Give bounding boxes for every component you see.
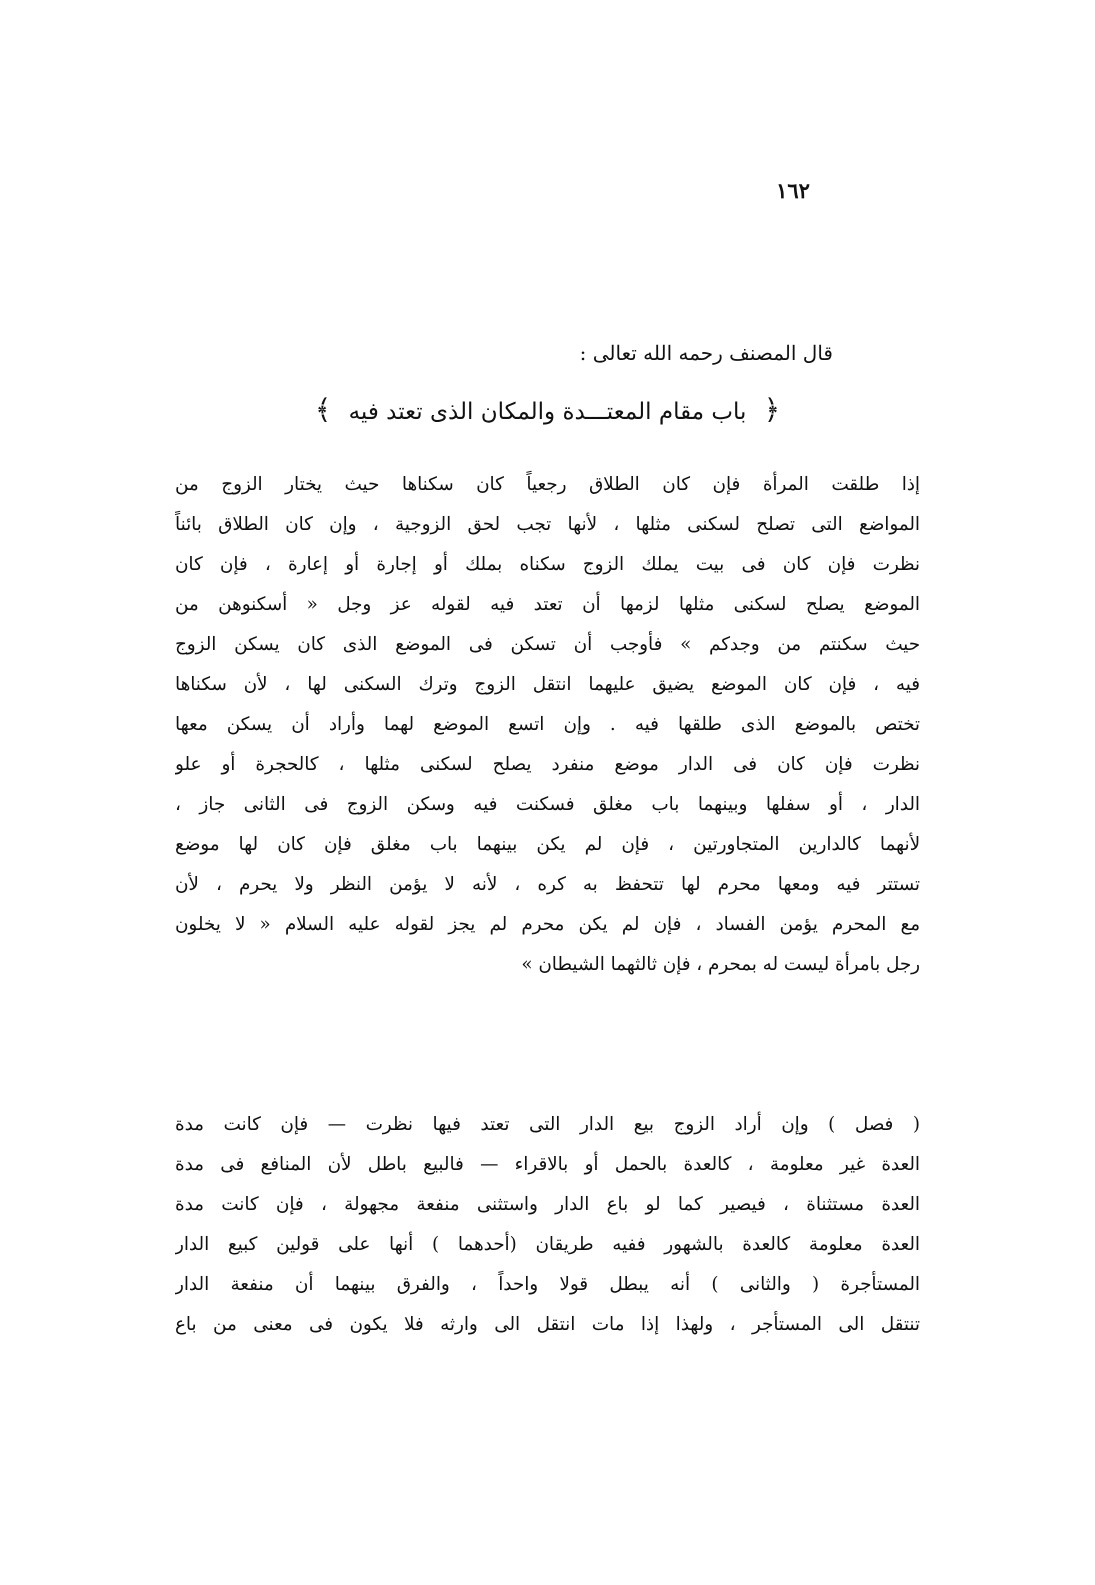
text-line: نظرت فإن كان فى الدار موضع منفرد يصلح لسكنى مثلها ، كالحجرة أو علو <box>175 754 920 775</box>
text-line: لأنهما كالدارين المتجاورتين ، فإن لم يكن بينهما باب مغلق فإن كان لها موضع <box>175 834 920 855</box>
text-line: رجل بامرأة ليست له بمحرم ، فإن ثالثهما الشيطان » <box>521 954 920 975</box>
text-line: المواضع التى تصلح لسكنى مثلها ، لأنها تجب لحق الزوجية ، وإن كان الطلاق بائناً <box>175 514 920 535</box>
text-line: تنتقل الى المستأجر ، ولهذا إذا مات انتقل الى وارثه فلا يكون فى معنى من باع <box>175 1314 920 1335</box>
text-line: المستأجرة ( والثانى ) أنه يبطل قولا واحداً ، والفرق بينهما أن منفعة الدار <box>175 1274 920 1295</box>
text-line: تختص بالموضع الذى طلقها فيه . وإن اتسع الموضع لهما وأراد أن يسكن معها <box>175 714 920 735</box>
chapter-open-bracket: ﴿ <box>763 393 781 426</box>
text-line: العدة معلومة كالعدة بالشهور ففيه طريقان (أحدهما ) أنها على قولين كبيع الدار <box>175 1234 920 1255</box>
chapter-title <box>175 393 920 429</box>
page-number: ١٦٢ <box>776 178 810 203</box>
paragraph-sale-section <box>175 1105 920 1345</box>
chapter-close-bracket: ﴾ <box>314 393 332 426</box>
text-line: ( فصل ) وإن أراد الزوج بيع الدار التى تعتد فيها نظرت — فإن كانت مدة <box>175 1114 920 1135</box>
text-line: نظرت فإن كان فى بيت يملك الزوج سكناه بملك أو إجارة أو إعارة ، فإن كان <box>175 554 920 575</box>
chapter-title-text: باب مقام المعتـــدة والمكان الذى تعتد فيه <box>348 399 747 425</box>
text-line: إذا طلقت المرأة فإن كان الطلاق رجعياً كان سكناها حيث يختار الزوج من <box>175 474 920 495</box>
text-line: تستتر فيه ومعها محرم لها تتحفظ به كره ، لأنه لا يؤمن النظر ولا يحرم ، لأن <box>175 874 920 895</box>
text-line: فيه ، فإن كان الموضع يضيق عليهما انتقل الزوج وترك السكنى لها ، لأن سكناها <box>175 674 920 695</box>
author-line: قال المصنف رحمه الله تعالى : <box>579 341 833 365</box>
text-line: العدة مستثناة ، فيصير كما لو باع الدار واستثنى منفعة مجهولة ، فإن كانت مدة <box>175 1194 920 1215</box>
text-line: حيث سكنتم من وجدكم » فأوجب أن تسكن فى الموضع الذى كان يسكن الزوج <box>175 634 920 655</box>
text-line: العدة غير معلومة ، كالعدة بالحمل أو بالاقراء — فالبيع باطل لأن المنافع فى مدة <box>175 1154 920 1175</box>
paragraph-main-ruling <box>175 465 920 985</box>
text-line: الموضع يصلح لسكنى مثلها لزمها أن تعتد فيه لقوله عز وجل « أسكنوهن من <box>175 594 920 615</box>
text-line: مع المحرم يؤمن الفساد ، فإن لم يكن محرم لم يجز لقوله عليه السلام « لا يخلون <box>175 914 920 935</box>
text-line: الدار ، أو سفلها وبينهما باب مغلق فسكنت فيه وسكن الزوج فى الثانى جاز ، <box>175 794 920 815</box>
